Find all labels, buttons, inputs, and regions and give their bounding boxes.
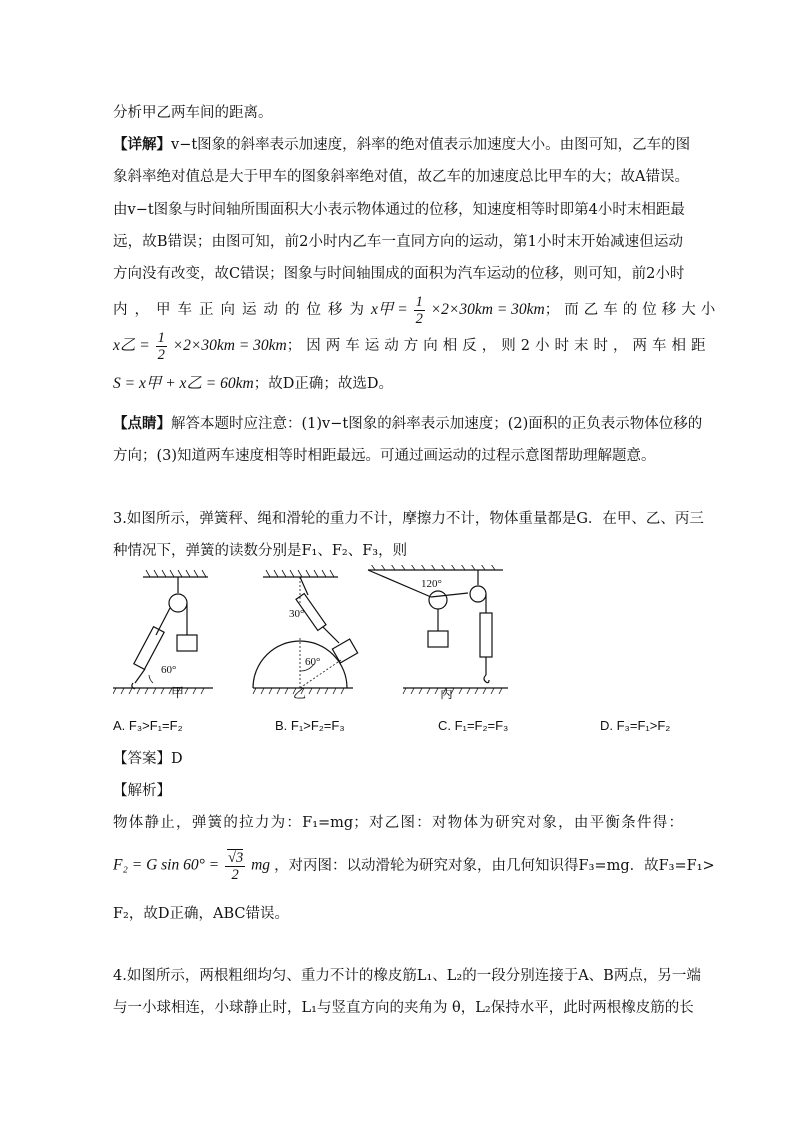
detail-line-3: 由v−t图象与时间轴所围面积大小表示物体通过的位移，知速度相等时即第4小时末相距最 [113,202,685,218]
bing-block [428,631,448,647]
q3-line-2: 种情况下，弹簧的读数分别是F₁、F₂、F₃，则 [113,543,408,559]
analysis-tag: 【解析】 [113,783,171,799]
detail-line-7: x乙 = $\frac{1}{2}$ ×2×30km = 30km ；因两车运动方向相反，则2小时末时，两车相距 [113,329,711,363]
tip-tag: 【点睛】 [113,415,171,432]
detail-line-2: 象斜率绝对值总是大于甲车的图象斜率绝对值，故乙车的加速度总比甲车的大；故A错误。 [113,169,689,185]
label-angle-30: 30° [289,608,305,620]
q4-line-1: 4.如图所示，两根粗细均匀、重力不计的橡皮筋L₁、L₂的一段分别连接于A、B两点，另一端 [113,968,701,984]
bing-spring-scale [480,613,492,657]
bing-movable-pulley [429,591,447,609]
analysis-line-1: 物体静止，弹簧的拉力为：F₁=mg；对乙图：对物体为研究对象，由平衡条件得： [113,815,683,831]
formula-x-yi: x乙 = $\frac{1}{2}$ ×2×30km = 30km [113,329,287,363]
bing-fixed-pulley [470,586,486,602]
label-bing: 丙 [440,686,454,700]
label-jia: 甲 [171,685,185,700]
detail-line-8: S = x甲 + x乙 = 60km；故D正确；故选D。 [113,375,393,392]
detail-line-1: 【详解】v−t图象的斜率表示加速度，斜率的绝对值表示加速度大小。由图可知，乙车的图 [113,136,691,153]
option-c: C. F₁=F₂=F₃ [438,718,509,733]
jia-spring-scale [134,627,164,670]
formula-x-jia: x甲 = $\frac{1}{2}$ ×2×30km = 30km [371,293,545,327]
detail-line-5: 方向没有改变，故C错误；图象与时间轴围成的面积为汽车运动的位移，则可知，前2小时 [113,266,685,282]
jia-pulley [169,594,187,612]
option-d: D. F₃=F₁>F₂ [600,718,671,733]
intro-text: 分析甲乙两车间的距离。 [113,105,273,121]
q3-line-1: 3.如图所示，弹簧秤、绳和滑轮的重力不计，摩擦力不计，物体重量都是G．在甲、乙、丙三 [113,511,704,527]
formula-s: S = x甲 + x乙 = 60km [113,375,254,392]
jia-block [177,635,197,651]
answer-text: 【答案】D [113,751,183,767]
label-yi: 乙 [293,686,307,700]
label-angle-60-jia: 60° [161,664,177,676]
analysis-line-2: F₂ = G sin 60° = $\frac{√3}{2}$ mg ，对丙图：以动滑轮为研究对象，由几何知识得F₃=mg．故F₃=F₁> [113,850,715,883]
detail-line-4: 远，故B错误；由图可知，前2小时内乙车一直同方向的运动，第1小时末开始减速但运动 [113,234,683,250]
formula-f2: F₂ = G sin 60° = $\frac{√3}{2}$ mg [113,850,271,883]
option-a: A. F₃>F₁=F₂ [113,718,183,733]
yi-block [332,639,357,663]
label-angle-120: 120° [421,578,442,590]
q4-line-2: 与一小球相连，小球静止时，L₁与竖直方向的夹角为 θ，L₂保持水平，此时两根橡皮筋的长 [113,1000,694,1016]
q3-figure [113,565,683,700]
tip-line-1: 【点睛】解答本题时应注意：(1)v−t图象的斜率表示加速度；(2)面积的正负表示物体位移的 [113,415,703,432]
label-angle-60-yi: 60° [305,656,321,668]
analysis-line-3: F₂，故D正确，ABC错误。 [113,906,289,922]
detail-tag: 【详解】 [113,136,171,153]
option-b: B. F₁>F₂=F₃ [275,718,345,733]
detail-line-6: 内，甲车正向运动的位移为 x甲 = $\frac{1}{2}$ ×2×30km = 30km ；而乙车的位移大小 [113,293,721,327]
tip-line-2: 方向；(3)知道两车速度相等时相距最远。可通过画运动的过程示意图帮助理解题意。 [113,448,656,464]
